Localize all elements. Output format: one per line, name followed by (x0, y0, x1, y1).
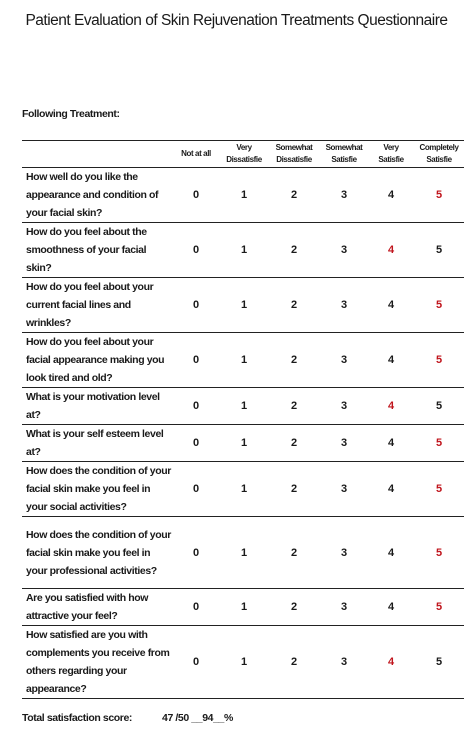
rating-option: 2 (268, 223, 320, 278)
rating-option: 2 (268, 278, 320, 333)
selected-rating: 4 (368, 388, 414, 425)
selected-rating: 5 (414, 425, 464, 462)
rating-option: 3 (320, 517, 368, 589)
question-text: How do you feel about your current facial lines and wrinkles? (22, 278, 172, 333)
selected-rating: 5 (414, 278, 464, 333)
rating-option: 1 (220, 278, 268, 333)
question-text: How satisfied are you with complements you receive from others regarding your appearance? (22, 626, 172, 699)
selected-rating: 4 (368, 626, 414, 699)
rating-option: 1 (220, 462, 268, 517)
rating-option: 3 (320, 168, 368, 223)
question-row (22, 626, 464, 699)
rating-option: 0 (172, 333, 220, 388)
rating-option: 0 (172, 168, 220, 223)
column-header-not-at-all: Not at all (172, 141, 220, 168)
rating-option: 1 (220, 333, 268, 388)
question-row (22, 589, 464, 626)
column-header-somewhat-dissatisfied: Somewhat Dissatisfie (268, 141, 320, 168)
rating-option: 3 (320, 626, 368, 699)
rating-option: 3 (320, 278, 368, 333)
rating-option: 2 (268, 589, 320, 626)
rating-option: 0 (172, 626, 220, 699)
page-title: Patient Evaluation of Skin Rejuvenation Treatments Questionnaire (25, 12, 448, 29)
rating-option: 1 (220, 223, 268, 278)
rating-option: 1 (220, 626, 268, 699)
rating-option: 4 (368, 425, 414, 462)
header-row (22, 141, 464, 168)
rating-option: 3 (320, 333, 368, 388)
rating-option: 4 (368, 333, 414, 388)
selected-rating: 5 (414, 517, 464, 589)
selected-rating: 5 (414, 462, 464, 517)
rating-option: 0 (172, 388, 220, 425)
question-row (22, 223, 464, 278)
rating-option: 0 (172, 425, 220, 462)
column-header-somewhat-satisfied: Somewhat Satisfie (320, 141, 368, 168)
question-row (22, 425, 464, 462)
rating-option: 5 (414, 223, 464, 278)
rating-option: 2 (268, 425, 320, 462)
rating-option: 0 (172, 278, 220, 333)
rating-option: 3 (320, 589, 368, 626)
rating-option: 1 (220, 517, 268, 589)
rating-option: 0 (172, 462, 220, 517)
question-text: Are you satisfied with how attractive your feel? (22, 589, 172, 626)
rating-option: 5 (414, 626, 464, 699)
question-text: How does the condition of your facial skin make you feel in your professional activities? (22, 517, 172, 589)
column-header-very-dissatisfied: Very Dissatisfie (220, 141, 268, 168)
question-row (22, 462, 464, 517)
selected-rating: 5 (414, 589, 464, 626)
rating-option: 2 (268, 168, 320, 223)
column-header-completely-satisfied: Completely Satisfie (414, 141, 464, 168)
rating-option: 4 (368, 517, 414, 589)
rating-option: 2 (268, 333, 320, 388)
rating-option: 4 (368, 168, 414, 223)
rating-option: 0 (172, 517, 220, 589)
rating-option: 1 (220, 168, 268, 223)
rating-option: 2 (268, 517, 320, 589)
section-label: Following Treatment: (22, 108, 120, 120)
questionnaire-table (22, 140, 464, 699)
rating-option: 0 (172, 223, 220, 278)
rating-option: 3 (320, 425, 368, 462)
rating-option: 1 (220, 589, 268, 626)
question-text: What is your self esteem level at? (22, 425, 172, 462)
question-row (22, 168, 464, 223)
total-score-label: Total satisfaction score: (22, 712, 133, 724)
question-text: How do you feel about your facial appearance making you look tired and old? (22, 333, 172, 388)
rating-option: 1 (220, 425, 268, 462)
rating-option: 3 (320, 388, 368, 425)
rating-option: 5 (414, 388, 464, 425)
rating-option: 4 (368, 462, 414, 517)
rating-option: 0 (172, 589, 220, 626)
question-row (22, 333, 464, 388)
rating-option: 4 (368, 278, 414, 333)
total-score-value: 47 /50 __94__% (162, 712, 233, 724)
selected-rating: 5 (414, 333, 464, 388)
rating-option: 3 (320, 223, 368, 278)
total-score (22, 712, 233, 724)
rating-option: 2 (268, 388, 320, 425)
question-row (22, 388, 464, 425)
rating-option: 2 (268, 626, 320, 699)
column-header-very-satisfied: Very Satisfie (368, 141, 414, 168)
rating-option: 4 (368, 589, 414, 626)
question-text: How do you feel about the smoothness of your facial skin? (22, 223, 172, 278)
question-row (22, 517, 464, 589)
question-row (22, 278, 464, 333)
selected-rating: 4 (368, 223, 414, 278)
question-text: What is your motivation level at? (22, 388, 172, 425)
rating-option: 3 (320, 462, 368, 517)
selected-rating: 5 (414, 168, 464, 223)
rating-option: 1 (220, 388, 268, 425)
question-text: How does the condition of your facial skin make you feel in your social activities? (22, 462, 172, 517)
question-text: How well do you like the appearance and condition of your facial skin? (22, 168, 172, 223)
rating-option: 2 (268, 462, 320, 517)
question-column-header (22, 141, 172, 168)
